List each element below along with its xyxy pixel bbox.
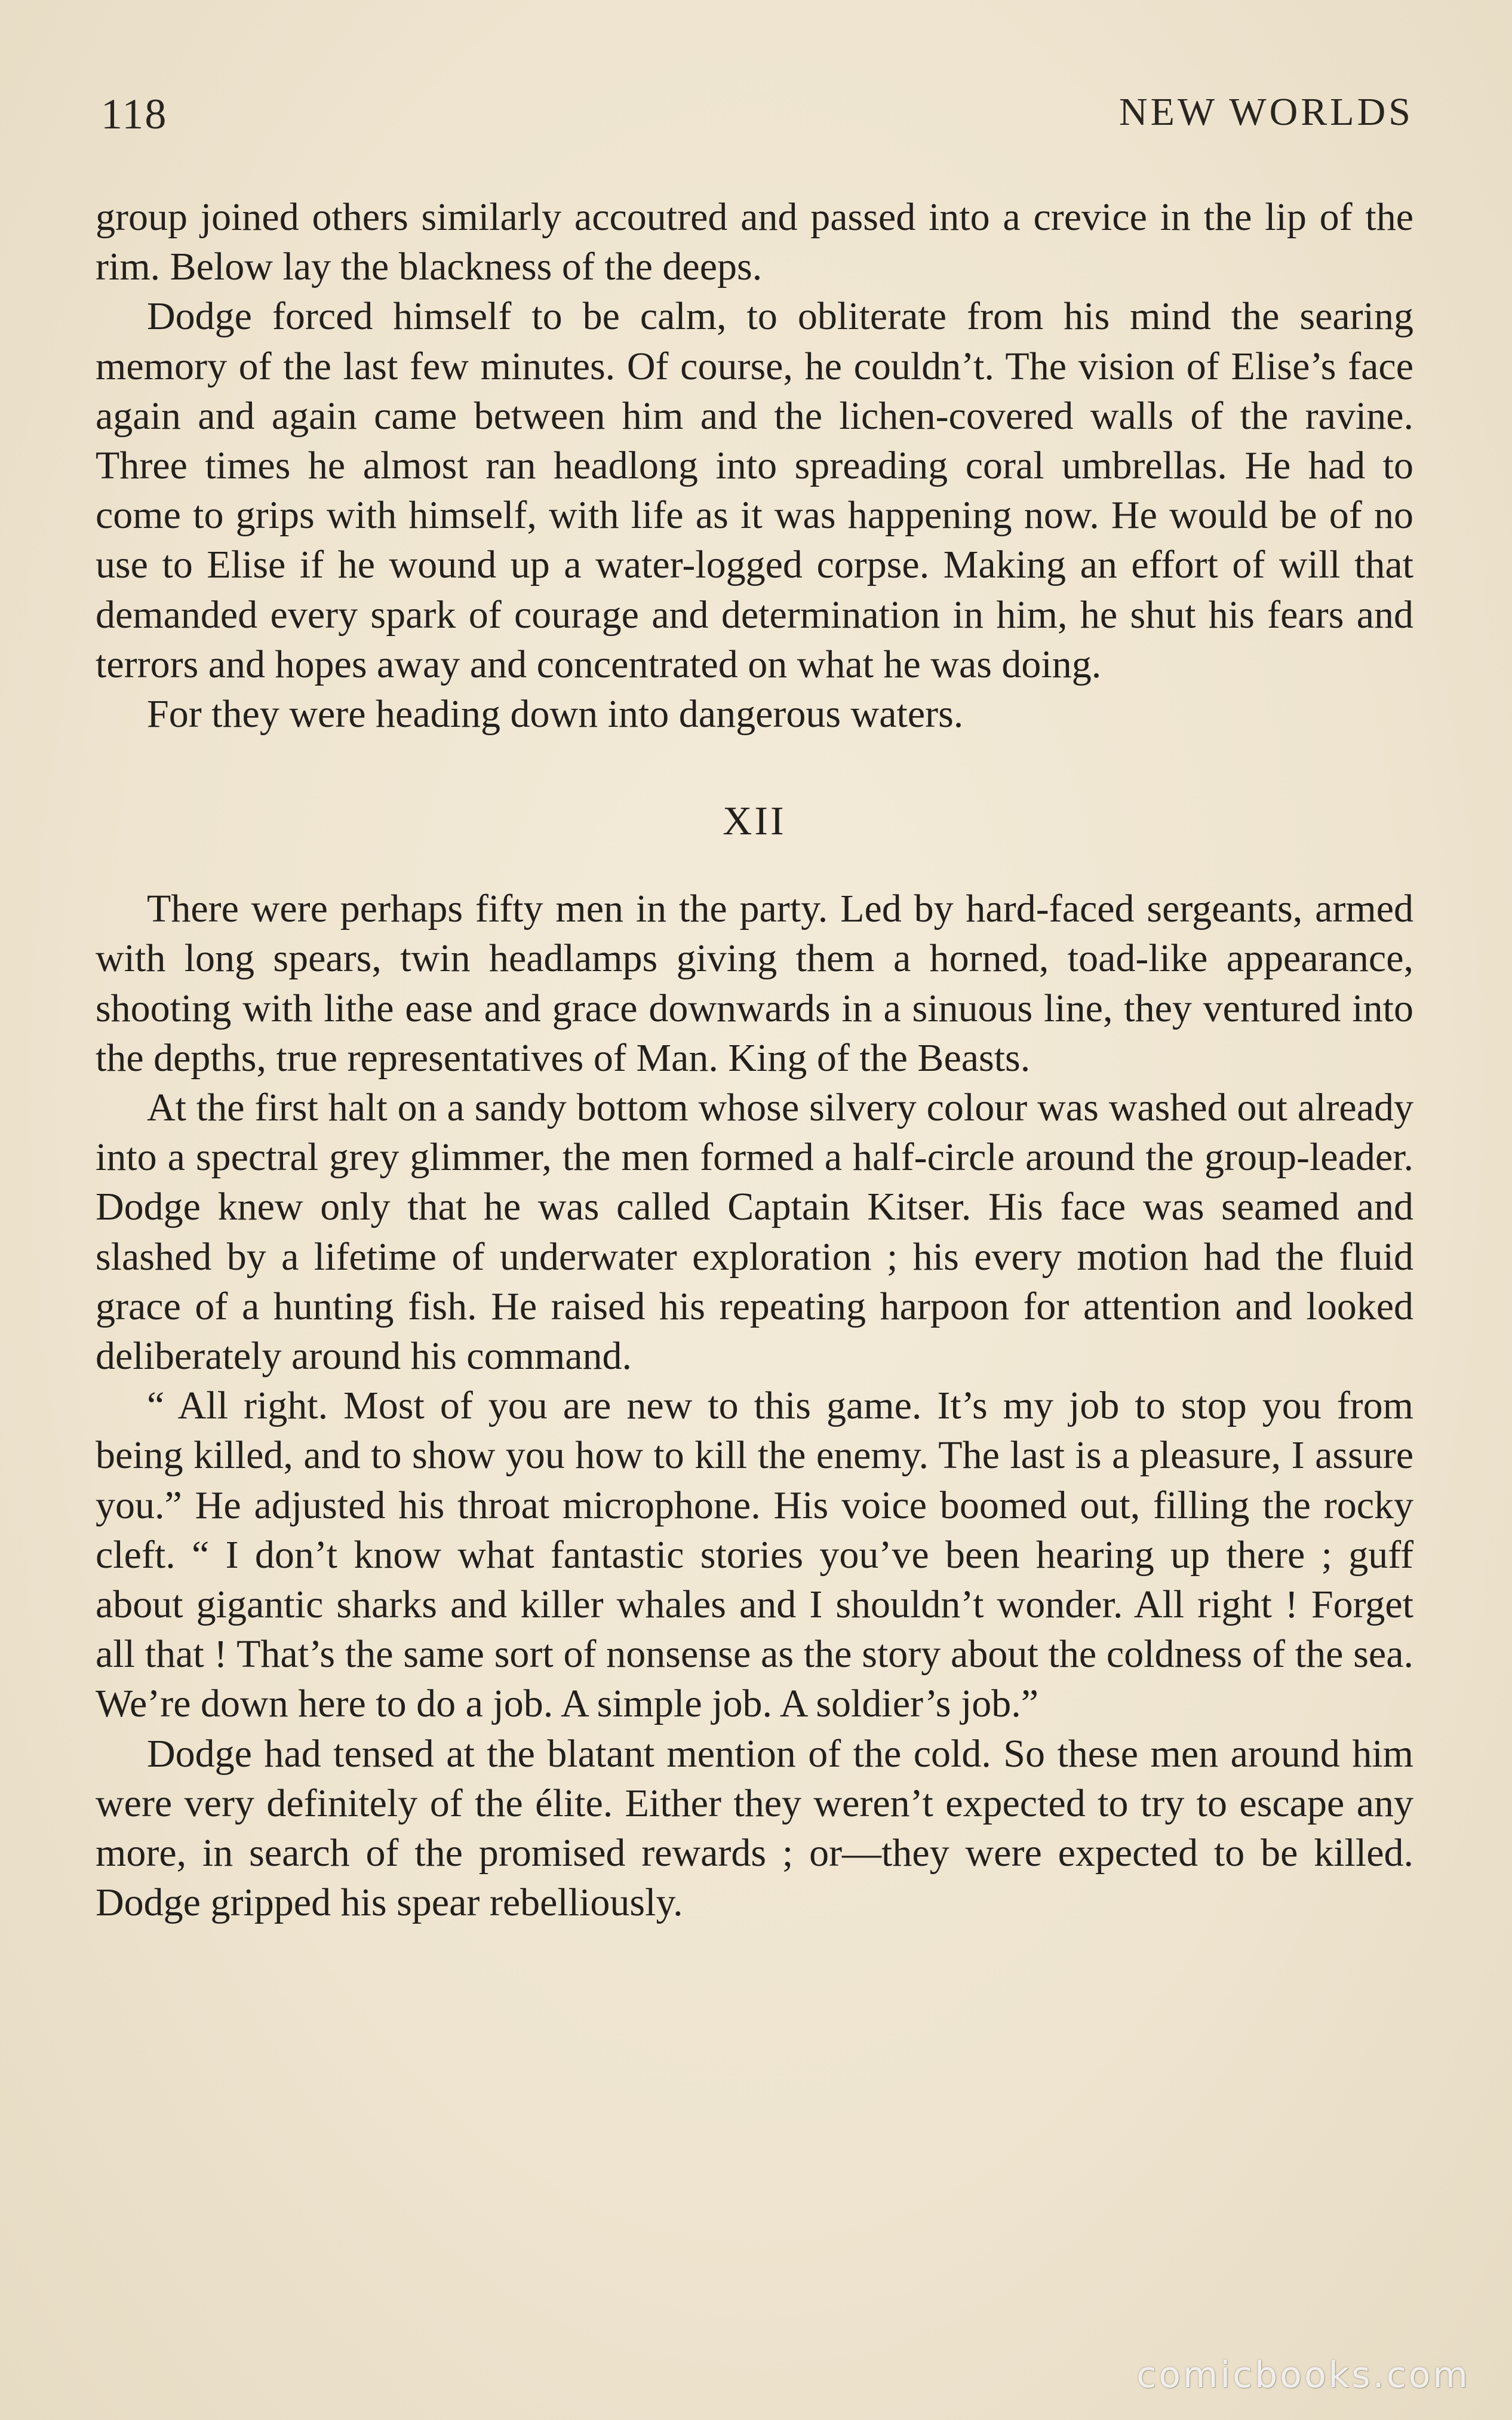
paragraph: “ All right. Most of you are new to this game. It’s my job to stop you from being killed, and to show you how to kill the enemy. The last is a pleasure, I assure you.” He adjusted his throat microphone. His voice boomed out, filling the rocky cleft. “ I don’t know what fantastic stories you’ve been hearing up there ; guff about gigantic sharks and killer whales and I shouldn’t wonder. All right ! Forget all that ! That’s the same sort of nonsense as the story about the coldness of the sea. We’re down here to do a job. A simple job. A soldier’s job.” [96,1384,1413,1726]
body-text [96,192,1413,1928]
page-number: 118 [101,90,168,138]
page-header [99,90,1413,149]
paragraph: Dodge had tensed at the blatant mention of the cold. So these men around him were very definitely of the élite. Either they weren’t expected to try to escape any more, in search of the promised rewards ; or—they were expected to be killed. Dodge gripped his spear rebelliously. [96,1731,1413,1925]
paragraph: Dodge forced himself to be calm, to obliterate from his mind the searing memory of the last few minutes. Of course, he couldn’t. The vision of Elise’s face again and again came between him and the lichen-covered walls of the ravine. Three times he almost ran headlong into spreading coral umbrellas. He had to come to grips with himself, with life as it was happening now. He would be of no use to Elise if he wound up a water-logged corpse. Making an effort of will that demanded every spark of courage and determination in him, he shut his fears and terrors and hopes away and concentrated on what he was doing. [96,294,1413,686]
watermark: comicbooks.com [1136,2354,1470,2396]
chapter-heading: XII [723,798,786,844]
paragraph: At the first halt on a sandy bottom whose silvery colour was washed out already into a spectral grey glimmer, the men formed a half-circle around the group-leader. Dodge knew only that he was called Captain Kitser. His face was seamed and slashed by a lifetime of underwater exploration ; his every motion had the fluid grace of a hunting fish. He raised his repeating harpoon for attention and looked deliberately around his command. [96,1086,1413,1378]
paragraph: group joined others similarly accoutred and passed into a crevice in the lip of the rim. Below lay the blackness of the deeps. [96,195,1413,289]
paragraph: For they were heading down into dangerous waters. [147,692,964,736]
running-head: NEW WORLDS [1118,90,1413,134]
paragraph: There were perhaps fifty men in the party. Led by hard-faced sergeants, armed with long spears, twin headlamps giving them a horned, toad-like appearance, shooting with lithe ease and grace downwards in a sinuous line, they ventured into the depths, true representatives of Man. King of the Beasts. [96,887,1413,1080]
